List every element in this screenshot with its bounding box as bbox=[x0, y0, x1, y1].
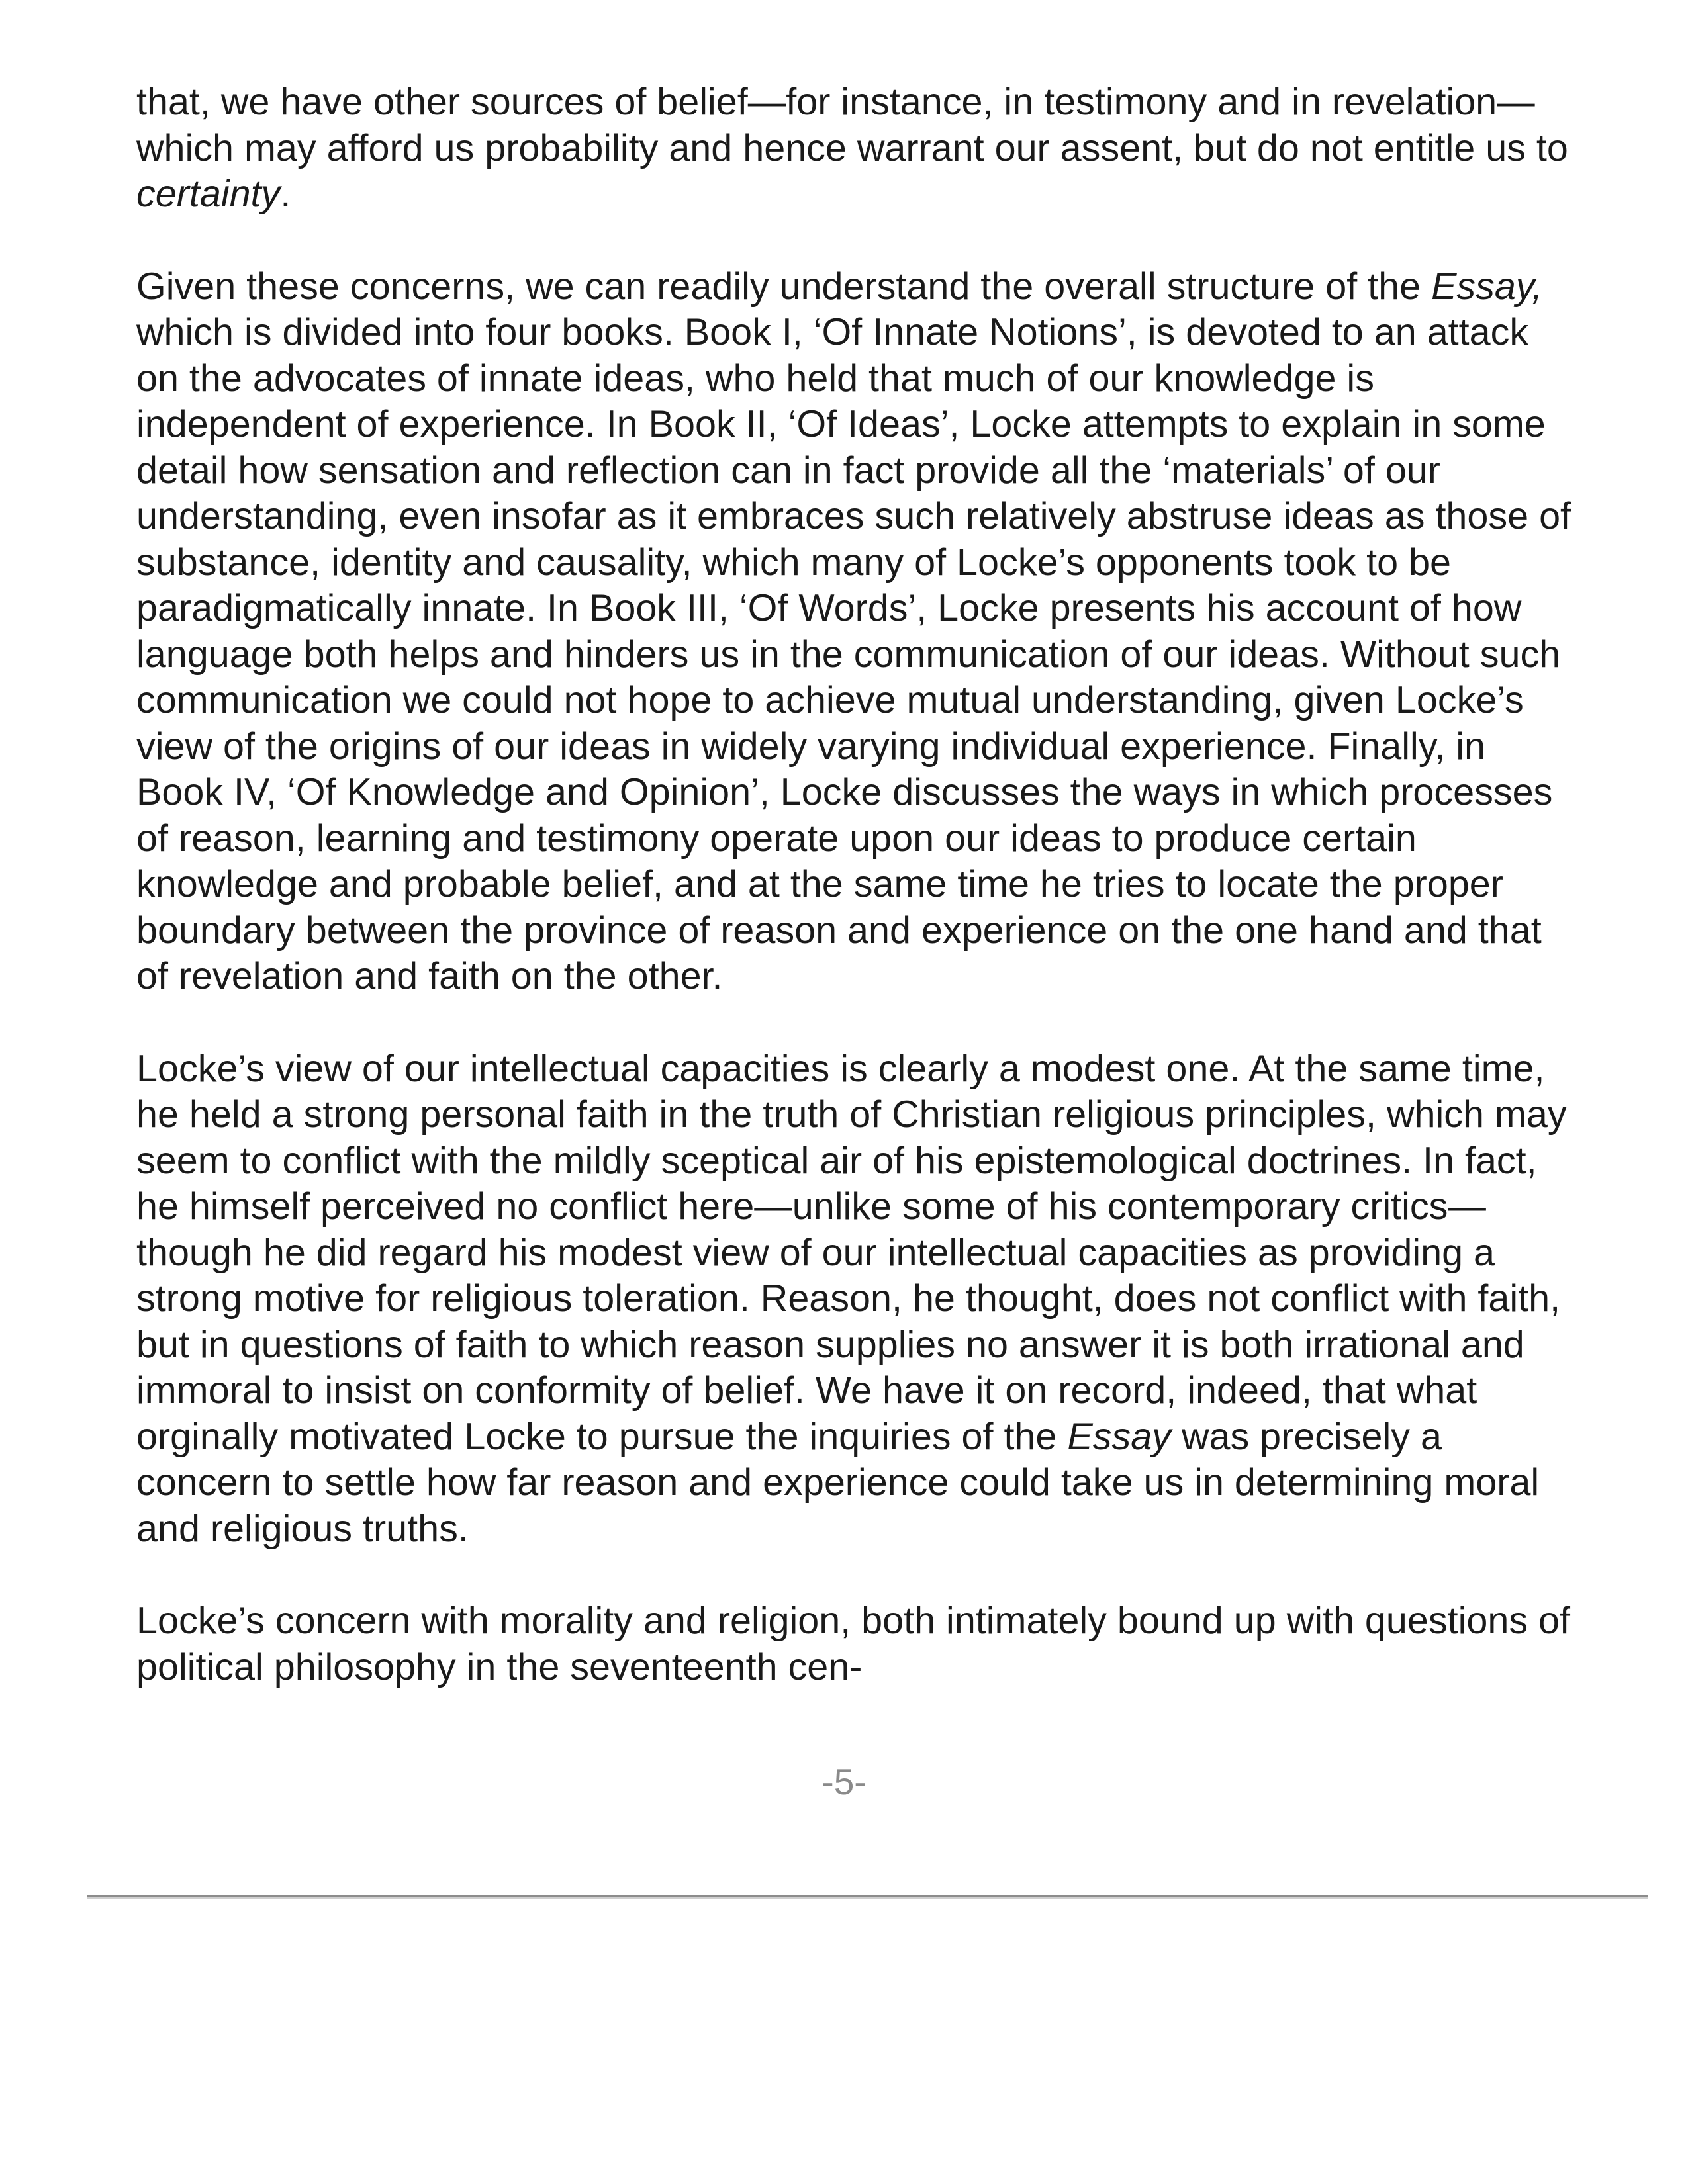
page-divider bbox=[87, 1895, 1648, 1899]
text-line: Book IV, ‘Of Knowledge and Opinion’, Locke discusses the ways in which processes bbox=[136, 771, 1553, 813]
paragraph-4 bbox=[136, 1598, 1593, 1690]
sentence-end: . bbox=[280, 173, 291, 215]
text-line: communication we could not hope to achieve mutual understanding, given Locke’s bbox=[136, 679, 1524, 721]
text-line: political philosophy in the seventeenth cen- bbox=[136, 1645, 863, 1688]
paragraph-1 bbox=[136, 79, 1593, 218]
emphasis-certainty: certainty bbox=[136, 173, 281, 215]
text-line: language both helps and hinders us in the communication of our ideas. Without such bbox=[136, 633, 1561, 676]
text-line: understanding, even insofar as it embraces such relatively abstruse ideas as those of bbox=[136, 495, 1571, 537]
text-line: which is divided into four books. Book I, ‘Of Innate Notions’, is devoted to an attack bbox=[136, 311, 1529, 353]
emphasis-essay: Essay, bbox=[1431, 265, 1543, 308]
text-line: knowledge and probable belief, and at the same time he tries to locate the proper bbox=[136, 863, 1503, 905]
text-line: Locke’s concern with morality and religion, both intimately bound up with questions of bbox=[136, 1600, 1570, 1642]
text-line bbox=[136, 264, 1593, 310]
text-line: he held a strong personal faith in the truth of Christian religious principles, which may bbox=[136, 1093, 1567, 1136]
text-line: paradigmatically innate. In Book III, ‘Of Words’, Locke presents his account of how bbox=[136, 587, 1522, 629]
text-line: independent of experience. In Book II, ‘Of Ideas’, Locke attempts to explain in some bbox=[136, 403, 1546, 445]
text-line: Locke’s view of our intellectual capacities is clearly a modest one. At the same time, bbox=[136, 1047, 1545, 1090]
text-line: view of the origins of our ideas in widely varying individual experience. Finally, in bbox=[136, 725, 1486, 768]
text-line: of revelation and faith on the other. bbox=[136, 955, 723, 997]
text-line: concern to settle how far reason and experience could take us in determining moral bbox=[136, 1461, 1540, 1504]
text-line: which may afford us probability and hence warrant our assent, but do not entitle us to bbox=[136, 126, 1568, 169]
text-line: of reason, learning and testimony operate upon our ideas to produce certain bbox=[136, 817, 1417, 860]
document-body bbox=[136, 79, 1593, 1737]
text-line: substance, identity and causality, which many of Locke’s opponents took to be bbox=[136, 541, 1452, 584]
text-line: though he did regard his modest view of our intellectual capacities as providing a bbox=[136, 1231, 1495, 1274]
text-line bbox=[136, 1414, 1593, 1461]
text-line: detail how sensation and reflection can in fact provide all the ‘materials’ of our bbox=[136, 449, 1440, 492]
text-run: was precisely a bbox=[1170, 1415, 1442, 1458]
text-line: strong motive for religious toleration. Reason, he thought, does not conflict with faith, bbox=[136, 1277, 1561, 1320]
text-line bbox=[136, 171, 1593, 218]
text-line: boundary between the province of reason and experience on the one hand and that bbox=[136, 909, 1542, 952]
text-run: Given these concerns, we can readily understand the overall structure of the bbox=[136, 265, 1432, 308]
paragraph-2 bbox=[136, 264, 1593, 1000]
text-run: orginally motivated Locke to pursue the inquiries of the bbox=[136, 1415, 1068, 1458]
emphasis-essay: Essay bbox=[1067, 1415, 1171, 1458]
text-line: that, we have other sources of belief—for instance, in testimony and in revelation— bbox=[136, 81, 1535, 123]
text-line: but in questions of faith to which reason supplies no answer it is both irrational and bbox=[136, 1323, 1524, 1366]
text-line: seem to conflict with the mildly sceptical air of his epistemological doctrines. In fact, bbox=[136, 1139, 1537, 1182]
text-line: on the advocates of innate ideas, who held that much of our knowledge is bbox=[136, 357, 1374, 400]
page-number: -5- bbox=[821, 1761, 867, 1802]
text-line: immoral to insist on conformity of belief. We have it on record, indeed, that what bbox=[136, 1369, 1477, 1412]
text-line: he himself perceived no conflict here—unlike some of his contemporary critics— bbox=[136, 1185, 1486, 1228]
paragraph-3 bbox=[136, 1046, 1593, 1553]
text-line: and religious truths. bbox=[136, 1507, 469, 1550]
